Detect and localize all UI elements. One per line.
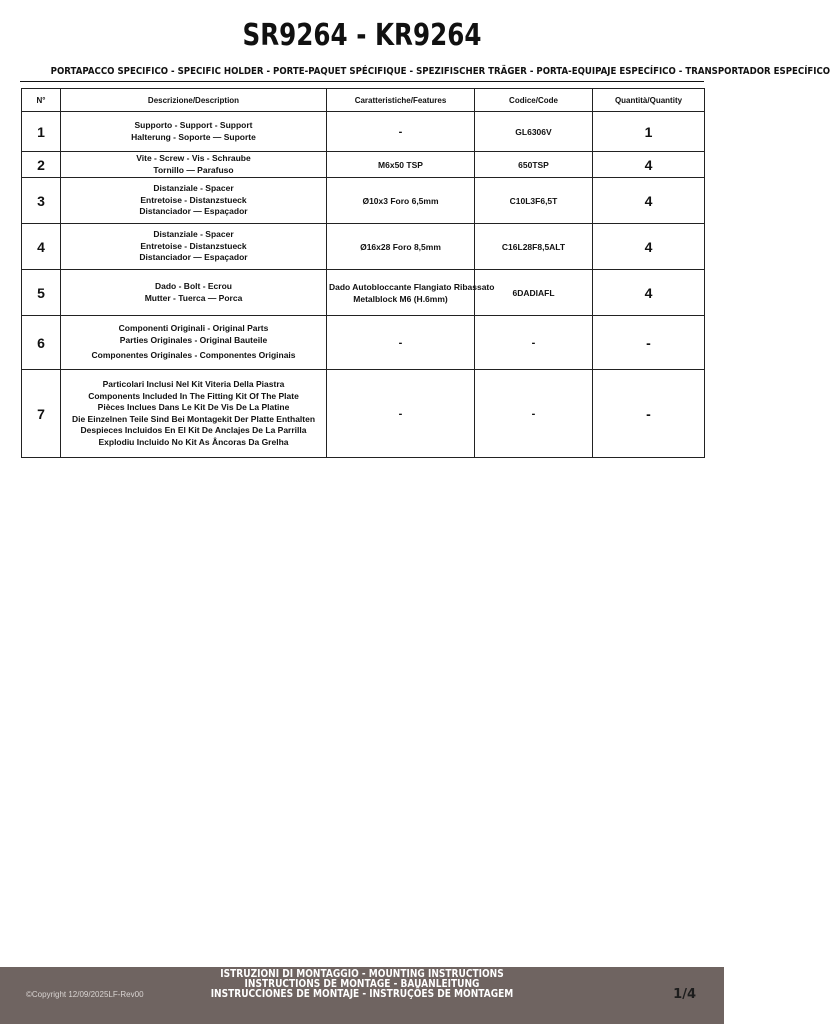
row-description bbox=[61, 224, 327, 270]
row-description bbox=[61, 270, 327, 316]
row-features bbox=[327, 178, 475, 224]
description-line: Halterung - Soporte — Suporte bbox=[131, 131, 256, 142]
row-number: 2 bbox=[22, 152, 61, 178]
description-line: Tornillo — Parafuso bbox=[153, 164, 234, 175]
features-line: Metalblock M6 (H.6mm) bbox=[353, 293, 448, 304]
table-row bbox=[22, 270, 705, 316]
footer-bar bbox=[0, 967, 724, 1024]
description-line: Componenti Originali - Original Parts bbox=[118, 323, 269, 334]
description-line: Particolari Inclusi Nel Kit Viteria Della Piastra bbox=[102, 379, 285, 389]
footer-line: ISTRUZIONI DI MONTAGGIO - MOUNTING INSTRUCTIONS bbox=[220, 968, 504, 980]
header-quantity: Quantità/Quantity bbox=[593, 89, 705, 112]
header-divider bbox=[20, 81, 704, 82]
description-line: Components Included In The Fitting Kit Of The Plate bbox=[88, 390, 299, 401]
table-row bbox=[22, 112, 705, 152]
row-number: 5 bbox=[22, 270, 61, 316]
footer-line: INSTRUCTIONS DE MONTAGE - BAUANLEITUNG bbox=[244, 978, 480, 990]
footer-line: INSTRUCCIONES DE MONTAJE - INSTRUÇÕES DE MONTAGEM bbox=[210, 988, 514, 1000]
header-features: Caratteristiche/Features bbox=[327, 89, 475, 112]
header-number: N° bbox=[22, 89, 61, 112]
row-quantity: 4 bbox=[593, 224, 705, 270]
document-subtitle: PORTAPACCO SPECIFICO - SPECIFIC HOLDER - PORTE-PAQUET SPÉCIFIQUE - SPEZIFISCHER TRÄGER - PORTA-EQUIPAJE ESPECÍFICO - TRANSPORTADOR ESPECÍFICO bbox=[50, 66, 830, 77]
table-header-row bbox=[22, 89, 705, 112]
row-code: - bbox=[475, 370, 593, 458]
description-line: Vite - Screw - Vis - Schraube bbox=[136, 153, 251, 163]
description-line: Distanciador — Espaçador bbox=[139, 252, 248, 263]
features-line: Ø16x28 Foro 8,5mm bbox=[360, 241, 441, 252]
row-features bbox=[327, 370, 475, 458]
description-line: Entretoise - Distanzstueck bbox=[140, 240, 247, 251]
features-line: M6x50 TSP bbox=[378, 159, 423, 170]
row-features bbox=[327, 316, 475, 370]
table-row bbox=[22, 370, 705, 458]
description-line: Pièces Inclues Dans Le Kit De Vis De La Platine bbox=[97, 402, 290, 412]
table-row bbox=[22, 178, 705, 224]
description-line: Supporto - Support - Support bbox=[134, 120, 253, 130]
features-line: - bbox=[398, 407, 403, 420]
row-quantity: 4 bbox=[593, 270, 705, 316]
description-line: Distanziale - Spacer bbox=[153, 183, 234, 194]
row-code: C10L3F6,5T bbox=[475, 178, 593, 224]
row-description bbox=[61, 370, 327, 458]
description-line: Despieces Incluidos En El Kit De Anclajes De La Parrilla bbox=[80, 425, 307, 435]
row-description bbox=[61, 152, 327, 178]
description-line: Distanciador — Espaçador bbox=[139, 206, 248, 217]
features-line: Ø10x3 Foro 6,5mm bbox=[362, 195, 439, 206]
row-code: - bbox=[475, 316, 593, 370]
header-code: Codice/Code bbox=[475, 89, 593, 112]
description-line: Distanziale - Spacer bbox=[153, 229, 234, 240]
document-title: SR9264 - KR9264 bbox=[242, 18, 482, 53]
row-description bbox=[61, 112, 327, 152]
row-features bbox=[327, 270, 495, 316]
description-line: Mutter - Tuerca — Porca bbox=[144, 292, 243, 303]
row-number: 6 bbox=[22, 316, 61, 370]
row-number: 7 bbox=[22, 370, 61, 458]
copyright-text: ©Copyright 12/09/2025LF-Rev00 bbox=[26, 990, 144, 999]
row-quantity: 1 bbox=[593, 112, 705, 152]
row-features bbox=[327, 152, 475, 178]
page-number: 1/4 bbox=[673, 987, 696, 1002]
row-quantity: 4 bbox=[593, 152, 705, 178]
row-quantity: 4 bbox=[593, 178, 705, 224]
row-features bbox=[327, 224, 475, 270]
row-description bbox=[61, 316, 327, 370]
row-number: 1 bbox=[22, 112, 61, 152]
row-code: C16L28F8,5ALT bbox=[475, 224, 593, 270]
row-code: GL6306V bbox=[475, 112, 593, 152]
features-line: Dado Autobloccante Flangiato Ribassato bbox=[329, 281, 495, 292]
row-quantity: - bbox=[593, 370, 705, 458]
description-line: Die Einzelnen Teile Sind Bei Montagekit Der Platte Enthalten bbox=[71, 413, 316, 424]
table-row bbox=[22, 316, 705, 370]
row-description bbox=[61, 178, 327, 224]
description-line: Explodiu Incluido No Kit As Âncoras Da Grelha bbox=[98, 436, 289, 447]
description-line: Dado - Bolt - Ecrou bbox=[155, 281, 232, 291]
table-row bbox=[22, 152, 705, 178]
description-line: Componentes Originales - Componentes Originais bbox=[91, 350, 296, 361]
row-code: 650TSP bbox=[475, 152, 593, 178]
features-line: - bbox=[398, 336, 403, 349]
table-row bbox=[22, 224, 705, 270]
row-features bbox=[327, 112, 475, 152]
row-number: 3 bbox=[22, 178, 61, 224]
description-line: Entretoise - Distanzstueck bbox=[140, 194, 247, 205]
header-description: Descrizione/Description bbox=[61, 89, 327, 112]
row-quantity: - bbox=[593, 316, 705, 370]
row-number: 4 bbox=[22, 224, 61, 270]
parts-table bbox=[21, 88, 705, 458]
features-line: - bbox=[398, 125, 403, 138]
description-line: Parties Originales - Original Bauteile bbox=[119, 334, 268, 345]
row-code: 6DADIAFL bbox=[475, 270, 593, 316]
